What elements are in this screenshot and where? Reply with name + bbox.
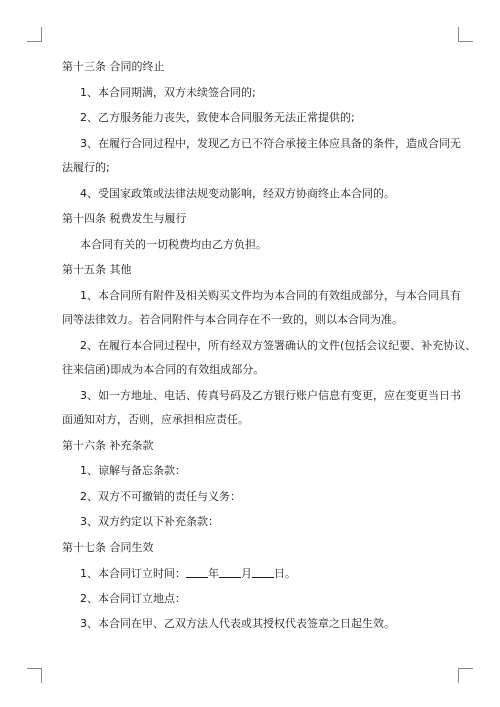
paragraph-line: 3、如一方地址、电话、传真号码及乙方银行账户信息有变更，应在变更当日书 — [80, 388, 461, 402]
sign-date-line — [62, 566, 440, 580]
sign-date-prefix: 1、本合同订立时间： — [80, 567, 186, 580]
day-blank — [252, 566, 274, 578]
article-heading: 第十六条 补充条款 — [62, 438, 154, 452]
crop-mark-top-right — [458, 27, 473, 42]
day-label: 日。 — [274, 567, 296, 580]
sign-place-line: 2、本合同订立地点： — [80, 591, 186, 605]
article-heading: 第十七条 合同生效 — [62, 540, 154, 554]
effective-line: 3、本合同在甲、乙双方法人代表或其授权代表签章之日起生效。 — [80, 617, 395, 630]
article-heading: 第十五条 其他 — [62, 263, 132, 276]
month-label: 月 — [241, 567, 252, 580]
paragraph-line: 法履行的; — [62, 161, 110, 174]
crop-mark-bottom-left — [27, 668, 42, 683]
year-blank — [186, 566, 208, 578]
paragraph-line: 2、乙方服务能力丧失，致使本合同服务无法正常提供的; — [80, 111, 355, 124]
document-body — [62, 60, 477, 643]
paragraph-line: 3、双方约定以下补充条款： — [80, 515, 219, 528]
paragraph-line: 2、在履行本合同过程中，所有经双方签署确认的文件(包括会议纪要、补充协议、 — [80, 338, 477, 352]
paragraph-line: 1、本合同所有附件及相关购买文件均为本合同的有效组成部分，与本合同具有 — [80, 288, 461, 302]
paragraph-line: 4、受国家政策或法律法规变动影响，经双方协商终止本合同的。 — [80, 186, 395, 200]
paragraph-line: 1、谅解与备忘条款： — [80, 464, 186, 477]
year-label: 年 — [208, 567, 219, 580]
article-heading: 第十四条 税费发生与履行 — [62, 212, 187, 225]
crop-mark-top-left — [27, 27, 42, 42]
paragraph-line: 2、双方不可撤销的责任与义务： — [80, 489, 241, 503]
paragraph-line: 同等法律效力。若合同附件与本合同存在不一致的，则以本合同为准。 — [62, 313, 403, 326]
article-heading: 第十三条 合同的终止 — [62, 60, 165, 73]
paragraph-line: 本合同有关的一切税费均由乙方负担。 — [80, 237, 267, 251]
paragraph-line: 1、本合同期满，双方未续签合同的; — [80, 85, 256, 99]
crop-mark-bottom-right — [458, 668, 473, 683]
paragraph-line: 3、在履行合同过程中，发现乙方已不符合承接主体应具备的条件，造成合同无 — [80, 136, 461, 150]
paragraph-line: 往来信函)即成为本合同的有效组成部分。 — [62, 363, 265, 376]
paragraph-line: 面通知对方，否则，应承担相应责任。 — [62, 413, 249, 426]
month-blank — [219, 566, 241, 578]
paragraph-lines — [62, 60, 477, 555]
